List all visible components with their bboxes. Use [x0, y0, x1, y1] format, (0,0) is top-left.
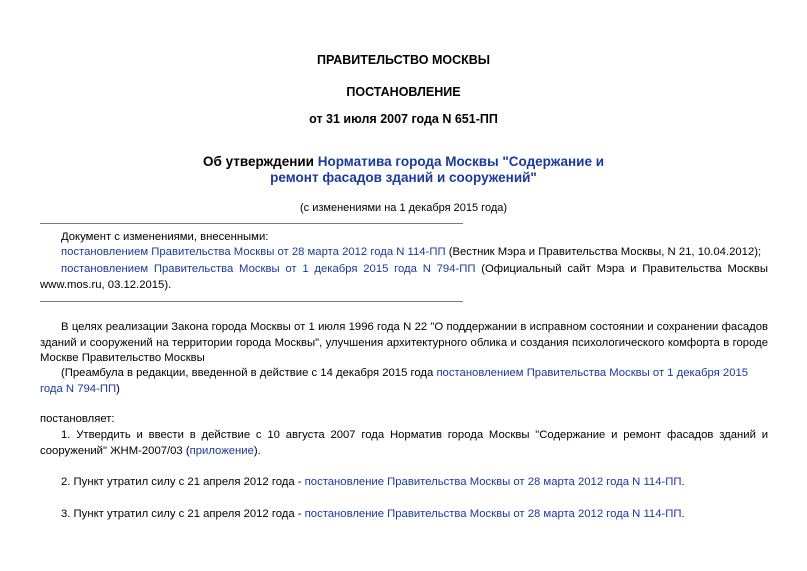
item-3-link[interactable]: постановление Правительства Москвы от 28 марта 2012 года N 114-ПП: [304, 508, 682, 520]
item-1-suffix: ).: [253, 444, 261, 457]
changes-item-1: [40, 245, 768, 261]
preamble: В целях реализации Закона города Москвы от 1 июля 1996 года N 22 "О поддержании в исправном состоянии и сохранении фасадов зданий и сооружений на территории города Москвы", улучшения архитектурного облика и создания психологического комфорта в городе Москве Правительство Москвы: [40, 321, 768, 364]
item-3-suffix: .: [681, 508, 685, 520]
item-2-link[interactable]: постановление Правительства Москвы от 28 марта 2012 года N 114-ПП: [304, 476, 682, 488]
preamble-note-prefix: (Преамбула в редакции, введенной в действие с 14 декабря 2015 года: [61, 367, 437, 379]
title-link-line2[interactable]: ремонт фасадов зданий и сооружений": [270, 170, 537, 185]
item-3: [40, 507, 768, 523]
item-2: [40, 475, 768, 491]
document-title: [0, 154, 807, 186]
changes-intro: Документ с изменениями, внесенными:: [61, 231, 269, 243]
doc-type-heading: ПОСТАНОВЛЕНИЕ: [346, 85, 461, 99]
item-2-text: 2. Пункт утратил силу с 21 апреля 2012 года -: [61, 476, 305, 488]
changes-item-1-suffix: (Вестник Мэра и Правительства Москвы, N 21, 10.04.2012);: [445, 246, 762, 258]
preamble-note: [40, 366, 768, 397]
title-prefix: Об утверждении: [202, 154, 318, 169]
changes-item-2-suffix: (Официальный сайт Мэра и Правительства Москвы www.mos.ru, 03.12.2015).: [40, 263, 768, 291]
changes-item-2: [40, 262, 768, 293]
item-1: [40, 428, 768, 459]
divider-bottom: [40, 301, 463, 302]
changes-item-1-link[interactable]: постановлением Правительства Москвы от 28 марта 2012 года N 114-ПП: [61, 246, 446, 258]
resolves-label: постановляет:: [40, 413, 115, 425]
item-2-suffix: .: [681, 476, 685, 488]
amendments-note: (с изменениями на 1 декабря 2015 года): [299, 202, 508, 214]
changes-item-2-link[interactable]: постановлением Правительства Москвы от 1 декабря 2015 года N 794-ПП: [61, 263, 476, 275]
org-heading: ПРАВИТЕЛЬСТВО МОСКВЫ: [317, 53, 490, 67]
item-3-text: 3. Пункт утратил силу с 21 апреля 2012 года -: [61, 508, 305, 520]
divider-top: [40, 223, 463, 224]
date-number-heading: от 31 июля 2007 года N 651-ПП: [309, 112, 498, 126]
preamble-note-link[interactable]: постановлением Правительства Москвы от 1 декабря 2015 года N 794-ПП: [40, 367, 749, 395]
item-1-link[interactable]: приложение: [189, 444, 254, 457]
title-link-line1[interactable]: Норматива города Москвы "Содержание и: [317, 154, 605, 169]
item-1-text: 1. Утвердить и ввести в действие с 10 августа 2007 года Норматив города Москвы "Содержание и ремонт фасадов зданий и сооружений" ЖНМ-2007/03 (: [40, 429, 768, 457]
preamble-note-suffix: ): [116, 382, 120, 395]
